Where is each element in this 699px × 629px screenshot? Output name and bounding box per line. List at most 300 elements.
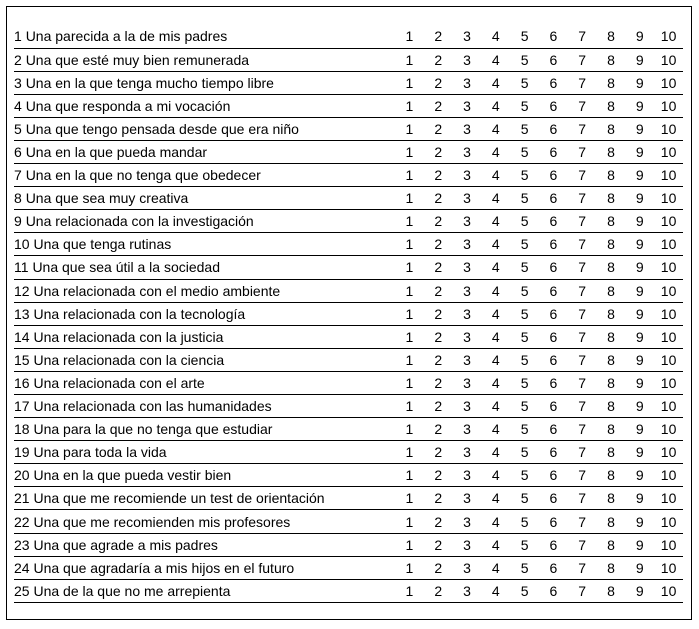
rating-option-9[interactable]: 9 bbox=[635, 51, 644, 68]
rating-option-8[interactable]: 8 bbox=[607, 305, 615, 322]
rating-option-7[interactable]: 7 bbox=[578, 582, 587, 599]
rating-cell bbox=[568, 279, 597, 302]
rating-option-2[interactable]: 2 bbox=[434, 97, 443, 114]
rating-option-3[interactable]: 3 bbox=[463, 559, 471, 576]
rating-option-6[interactable]: 6 bbox=[549, 74, 558, 91]
rating-option-9[interactable]: 9 bbox=[635, 582, 644, 599]
rating-option-9[interactable]: 9 bbox=[635, 351, 644, 368]
rating-option-2[interactable]: 2 bbox=[434, 120, 443, 137]
rating-option-8[interactable]: 8 bbox=[607, 328, 615, 345]
rating-option-9[interactable]: 9 bbox=[635, 282, 644, 299]
question-text: Una que me recomiende un test de orientación bbox=[33, 490, 325, 507]
rating-option-6[interactable]: 6 bbox=[549, 467, 558, 484]
rating-option-3[interactable]: 3 bbox=[463, 28, 471, 45]
rating-option-3[interactable]: 3 bbox=[463, 51, 471, 68]
rating-option-10[interactable]: 10 bbox=[660, 28, 677, 45]
rating-cell bbox=[453, 117, 482, 140]
rating-option-9[interactable]: 9 bbox=[635, 97, 644, 114]
rating-option-7[interactable]: 7 bbox=[578, 213, 587, 230]
rating-option-9[interactable]: 9 bbox=[635, 374, 644, 391]
rating-option-7[interactable]: 7 bbox=[578, 513, 587, 530]
question-label bbox=[14, 279, 395, 302]
rating-option-5[interactable]: 5 bbox=[520, 536, 529, 553]
rating-option-1[interactable]: 1 bbox=[405, 559, 414, 576]
rating-option-3[interactable]: 3 bbox=[463, 374, 471, 391]
rating-option-4[interactable]: 4 bbox=[491, 190, 500, 207]
rating-option-2[interactable]: 2 bbox=[434, 167, 443, 184]
rating-option-7[interactable]: 7 bbox=[578, 97, 587, 114]
rating-option-5[interactable]: 5 bbox=[520, 328, 529, 345]
rating-option-9[interactable]: 9 bbox=[635, 305, 644, 322]
rating-cell bbox=[424, 579, 453, 602]
rating-option-8[interactable]: 8 bbox=[607, 490, 615, 507]
rating-option-8[interactable]: 8 bbox=[607, 236, 615, 253]
rating-option-4[interactable]: 4 bbox=[491, 51, 500, 68]
rating-option-5[interactable]: 5 bbox=[520, 513, 529, 530]
rating-option-5[interactable]: 5 bbox=[520, 559, 529, 576]
rating-cell bbox=[481, 348, 510, 371]
rating-option-8[interactable]: 8 bbox=[607, 51, 615, 68]
rating-option-3[interactable]: 3 bbox=[463, 236, 471, 253]
rating-option-6[interactable]: 6 bbox=[549, 351, 558, 368]
rating-option-10[interactable]: 10 bbox=[660, 536, 677, 553]
rating-option-1[interactable]: 1 bbox=[405, 259, 414, 276]
rating-option-2[interactable]: 2 bbox=[434, 28, 443, 45]
rating-option-9[interactable]: 9 bbox=[635, 259, 644, 276]
question-label bbox=[14, 325, 395, 348]
rating-cell bbox=[597, 302, 626, 325]
rating-option-1[interactable]: 1 bbox=[405, 513, 414, 530]
rating-option-6[interactable]: 6 bbox=[549, 559, 558, 576]
rating-option-8[interactable]: 8 bbox=[607, 144, 615, 161]
rating-option-2[interactable]: 2 bbox=[434, 536, 443, 553]
rating-cell bbox=[424, 510, 453, 533]
rating-option-7[interactable]: 7 bbox=[578, 421, 587, 438]
rating-option-5[interactable]: 5 bbox=[520, 490, 529, 507]
rating-option-1[interactable]: 1 bbox=[405, 444, 414, 461]
rating-option-10[interactable]: 10 bbox=[660, 259, 677, 276]
rating-option-9[interactable]: 9 bbox=[635, 559, 644, 576]
rating-option-7[interactable]: 7 bbox=[578, 467, 587, 484]
rating-option-5[interactable]: 5 bbox=[520, 351, 529, 368]
rating-option-5[interactable]: 5 bbox=[520, 421, 529, 438]
rating-option-5[interactable]: 5 bbox=[520, 167, 529, 184]
rating-option-10[interactable]: 10 bbox=[660, 97, 677, 114]
rating-option-4[interactable]: 4 bbox=[491, 120, 500, 137]
rating-option-5[interactable]: 5 bbox=[520, 282, 529, 299]
rating-option-10[interactable]: 10 bbox=[660, 421, 677, 438]
rating-option-9[interactable]: 9 bbox=[635, 398, 644, 415]
rating-option-1[interactable]: 1 bbox=[405, 351, 414, 368]
rating-option-2[interactable]: 2 bbox=[434, 398, 443, 415]
rating-option-3[interactable]: 3 bbox=[463, 467, 471, 484]
rating-option-10[interactable]: 10 bbox=[660, 328, 677, 345]
rating-option-3[interactable]: 3 bbox=[463, 97, 471, 114]
rating-cell bbox=[654, 164, 683, 187]
rating-option-8[interactable]: 8 bbox=[607, 421, 615, 438]
rating-cell bbox=[654, 510, 683, 533]
rating-option-4[interactable]: 4 bbox=[491, 559, 500, 576]
rating-option-3[interactable]: 3 bbox=[463, 167, 471, 184]
rating-option-6[interactable]: 6 bbox=[549, 328, 558, 345]
rating-option-8[interactable]: 8 bbox=[607, 282, 615, 299]
rating-option-4[interactable]: 4 bbox=[491, 536, 500, 553]
rating-option-6[interactable]: 6 bbox=[549, 28, 558, 45]
rating-option-8[interactable]: 8 bbox=[607, 536, 615, 553]
rating-option-2[interactable]: 2 bbox=[434, 559, 443, 576]
rating-option-5[interactable]: 5 bbox=[520, 374, 529, 391]
rating-option-9[interactable]: 9 bbox=[635, 513, 644, 530]
rating-option-7[interactable]: 7 bbox=[578, 305, 587, 322]
rating-option-1[interactable]: 1 bbox=[405, 282, 414, 299]
rating-option-3[interactable]: 3 bbox=[463, 582, 471, 599]
rating-option-2[interactable]: 2 bbox=[434, 144, 443, 161]
rating-cell bbox=[510, 579, 539, 602]
rating-option-3[interactable]: 3 bbox=[463, 190, 471, 207]
rating-option-1[interactable]: 1 bbox=[405, 236, 414, 253]
rating-option-6[interactable]: 6 bbox=[549, 444, 558, 461]
rating-option-7[interactable]: 7 bbox=[578, 259, 587, 276]
rating-option-10[interactable]: 10 bbox=[660, 559, 677, 576]
rating-option-6[interactable]: 6 bbox=[549, 490, 558, 507]
rating-cell bbox=[395, 533, 424, 556]
rating-option-4[interactable]: 4 bbox=[491, 328, 500, 345]
rating-option-1[interactable]: 1 bbox=[405, 167, 414, 184]
rating-option-6[interactable]: 6 bbox=[549, 582, 558, 599]
rating-option-7[interactable]: 7 bbox=[578, 167, 587, 184]
rating-option-4[interactable]: 4 bbox=[491, 144, 500, 161]
rating-cell bbox=[597, 71, 626, 94]
rating-option-5[interactable]: 5 bbox=[520, 51, 529, 68]
question-row bbox=[14, 371, 683, 394]
rating-option-10[interactable]: 10 bbox=[660, 398, 677, 415]
rating-option-7[interactable]: 7 bbox=[578, 28, 587, 45]
rating-option-1[interactable]: 1 bbox=[405, 582, 414, 599]
rating-option-5[interactable]: 5 bbox=[520, 97, 529, 114]
rating-option-4[interactable]: 4 bbox=[491, 282, 500, 299]
rating-option-5[interactable]: 5 bbox=[520, 444, 529, 461]
rating-option-3[interactable]: 3 bbox=[463, 351, 471, 368]
rating-option-5[interactable]: 5 bbox=[520, 213, 529, 230]
rating-option-8[interactable]: 8 bbox=[607, 559, 615, 576]
rating-option-4[interactable]: 4 bbox=[491, 305, 500, 322]
rating-option-1[interactable]: 1 bbox=[405, 51, 414, 68]
rating-option-4[interactable]: 4 bbox=[491, 351, 500, 368]
rating-cell bbox=[481, 418, 510, 441]
rating-option-10[interactable]: 10 bbox=[660, 51, 677, 68]
rating-option-6[interactable]: 6 bbox=[549, 190, 558, 207]
rating-option-9[interactable]: 9 bbox=[635, 467, 644, 484]
rating-option-2[interactable]: 2 bbox=[434, 490, 443, 507]
rating-option-8[interactable]: 8 bbox=[607, 97, 615, 114]
rating-option-3[interactable]: 3 bbox=[463, 328, 471, 345]
rating-option-6[interactable]: 6 bbox=[549, 282, 558, 299]
rating-option-3[interactable]: 3 bbox=[463, 305, 471, 322]
rating-option-2[interactable]: 2 bbox=[434, 236, 443, 253]
question-text: Una relacionada con la ciencia bbox=[33, 351, 225, 368]
rating-option-9[interactable]: 9 bbox=[635, 213, 644, 230]
rating-option-4[interactable]: 4 bbox=[491, 236, 500, 253]
rating-option-6[interactable]: 6 bbox=[549, 97, 558, 114]
rating-cell bbox=[597, 510, 626, 533]
rating-option-10[interactable]: 10 bbox=[660, 236, 677, 253]
rating-option-2[interactable]: 2 bbox=[434, 374, 443, 391]
rating-option-5[interactable]: 5 bbox=[520, 144, 529, 161]
rating-option-9[interactable]: 9 bbox=[635, 144, 644, 161]
rating-option-7[interactable]: 7 bbox=[578, 190, 587, 207]
rating-option-6[interactable]: 6 bbox=[549, 51, 558, 68]
rating-option-3[interactable]: 3 bbox=[463, 120, 471, 137]
rating-option-8[interactable]: 8 bbox=[607, 213, 615, 230]
rating-option-7[interactable]: 7 bbox=[578, 374, 587, 391]
rating-option-5[interactable]: 5 bbox=[520, 305, 529, 322]
rating-option-1[interactable]: 1 bbox=[405, 467, 414, 484]
rating-cell bbox=[539, 256, 568, 279]
question-label bbox=[14, 94, 395, 117]
rating-cell bbox=[654, 71, 683, 94]
rating-option-9[interactable]: 9 bbox=[635, 328, 644, 345]
rating-cell bbox=[395, 395, 424, 418]
rating-option-5[interactable]: 5 bbox=[520, 74, 529, 91]
rating-cell bbox=[510, 94, 539, 117]
rating-option-2[interactable]: 2 bbox=[434, 582, 443, 599]
rating-option-7[interactable]: 7 bbox=[578, 559, 587, 576]
rating-option-1[interactable]: 1 bbox=[405, 374, 414, 391]
rating-option-8[interactable]: 8 bbox=[607, 467, 615, 484]
rating-option-3[interactable]: 3 bbox=[463, 74, 471, 91]
rating-cell bbox=[597, 464, 626, 487]
question-label bbox=[14, 140, 395, 163]
rating-option-5[interactable]: 5 bbox=[520, 259, 529, 276]
rating-option-1[interactable]: 1 bbox=[405, 97, 414, 114]
rating-option-9[interactable]: 9 bbox=[635, 190, 644, 207]
rating-option-7[interactable]: 7 bbox=[578, 144, 587, 161]
rating-option-2[interactable]: 2 bbox=[434, 421, 443, 438]
rating-cell bbox=[597, 371, 626, 394]
rating-option-2[interactable]: 2 bbox=[434, 51, 443, 68]
rating-option-9[interactable]: 9 bbox=[635, 28, 644, 45]
rating-option-10[interactable]: 10 bbox=[660, 513, 677, 530]
rating-cell bbox=[654, 25, 683, 48]
rating-option-10[interactable]: 10 bbox=[660, 144, 677, 161]
rating-option-6[interactable]: 6 bbox=[549, 167, 558, 184]
rating-option-2[interactable]: 2 bbox=[434, 259, 443, 276]
rating-option-10[interactable]: 10 bbox=[660, 374, 677, 391]
rating-option-3[interactable]: 3 bbox=[463, 259, 471, 276]
rating-option-6[interactable]: 6 bbox=[549, 120, 558, 137]
rating-option-2[interactable]: 2 bbox=[434, 328, 443, 345]
rating-option-5[interactable]: 5 bbox=[520, 236, 529, 253]
rating-option-4[interactable]: 4 bbox=[491, 167, 500, 184]
rating-option-2[interactable]: 2 bbox=[434, 513, 443, 530]
rating-option-2[interactable]: 2 bbox=[434, 282, 443, 299]
rating-option-10[interactable]: 10 bbox=[660, 190, 677, 207]
rating-option-3[interactable]: 3 bbox=[463, 536, 471, 553]
rating-option-10[interactable]: 10 bbox=[660, 351, 677, 368]
rating-cell bbox=[395, 164, 424, 187]
rating-option-9[interactable]: 9 bbox=[635, 167, 644, 184]
rating-option-6[interactable]: 6 bbox=[549, 259, 558, 276]
rating-option-1[interactable]: 1 bbox=[405, 120, 414, 137]
rating-cell bbox=[654, 348, 683, 371]
rating-option-8[interactable]: 8 bbox=[607, 351, 615, 368]
rating-option-10[interactable]: 10 bbox=[660, 490, 677, 507]
rating-option-7[interactable]: 7 bbox=[578, 74, 587, 91]
rating-option-10[interactable]: 10 bbox=[660, 213, 677, 230]
rating-option-8[interactable]: 8 bbox=[607, 374, 615, 391]
rating-option-10[interactable]: 10 bbox=[660, 444, 677, 461]
rating-option-4[interactable]: 4 bbox=[491, 213, 500, 230]
rating-option-5[interactable]: 5 bbox=[520, 28, 529, 45]
rating-cell bbox=[510, 210, 539, 233]
rating-option-1[interactable]: 1 bbox=[405, 536, 414, 553]
question-label bbox=[14, 48, 395, 71]
question-number: 18 bbox=[14, 421, 30, 438]
rating-option-8[interactable]: 8 bbox=[607, 259, 615, 276]
rating-option-5[interactable]: 5 bbox=[520, 398, 529, 415]
rating-option-4[interactable]: 4 bbox=[491, 421, 500, 438]
rating-option-9[interactable]: 9 bbox=[635, 120, 644, 137]
rating-option-4[interactable]: 4 bbox=[491, 513, 500, 530]
rating-option-3[interactable]: 3 bbox=[463, 282, 471, 299]
rating-option-1[interactable]: 1 bbox=[405, 421, 414, 438]
rating-option-2[interactable]: 2 bbox=[434, 74, 443, 91]
rating-option-1[interactable]: 1 bbox=[405, 328, 414, 345]
rating-cell bbox=[597, 94, 626, 117]
rating-option-7[interactable]: 7 bbox=[578, 120, 587, 137]
rating-option-3[interactable]: 3 bbox=[463, 444, 471, 461]
rating-option-6[interactable]: 6 bbox=[549, 536, 558, 553]
rating-option-8[interactable]: 8 bbox=[607, 74, 615, 91]
question-number: 22 bbox=[14, 513, 30, 530]
rating-option-4[interactable]: 4 bbox=[491, 74, 500, 91]
rating-cell bbox=[597, 556, 626, 579]
rating-option-10[interactable]: 10 bbox=[660, 282, 677, 299]
rating-option-7[interactable]: 7 bbox=[578, 236, 587, 253]
rating-option-4[interactable]: 4 bbox=[491, 398, 500, 415]
rating-option-8[interactable]: 8 bbox=[607, 444, 615, 461]
rating-option-4[interactable]: 4 bbox=[491, 582, 500, 599]
rating-option-6[interactable]: 6 bbox=[549, 421, 558, 438]
rating-option-2[interactable]: 2 bbox=[434, 444, 443, 461]
rating-option-6[interactable]: 6 bbox=[549, 398, 558, 415]
rating-option-9[interactable]: 9 bbox=[635, 421, 644, 438]
rating-option-7[interactable]: 7 bbox=[578, 351, 587, 368]
rating-option-8[interactable]: 8 bbox=[607, 190, 615, 207]
rating-option-6[interactable]: 6 bbox=[549, 213, 558, 230]
question-label bbox=[14, 117, 395, 140]
rating-cell bbox=[453, 441, 482, 464]
rating-option-1[interactable]: 1 bbox=[405, 74, 414, 91]
rating-option-7[interactable]: 7 bbox=[578, 536, 587, 553]
rating-option-4[interactable]: 4 bbox=[491, 97, 500, 114]
rating-option-6[interactable]: 6 bbox=[549, 144, 558, 161]
rating-option-7[interactable]: 7 bbox=[578, 282, 587, 299]
rating-option-3[interactable]: 3 bbox=[463, 213, 471, 230]
rating-option-10[interactable]: 10 bbox=[660, 582, 677, 599]
rating-option-10[interactable]: 10 bbox=[660, 305, 677, 322]
rating-option-8[interactable]: 8 bbox=[607, 582, 615, 599]
rating-option-5[interactable]: 5 bbox=[520, 467, 529, 484]
rating-option-7[interactable]: 7 bbox=[578, 490, 587, 507]
rating-option-9[interactable]: 9 bbox=[635, 74, 644, 91]
rating-option-5[interactable]: 5 bbox=[520, 120, 529, 137]
rating-option-9[interactable]: 9 bbox=[635, 490, 644, 507]
rating-option-8[interactable]: 8 bbox=[607, 28, 615, 45]
rating-option-2[interactable]: 2 bbox=[434, 467, 443, 484]
rating-option-7[interactable]: 7 bbox=[578, 398, 587, 415]
rating-option-10[interactable]: 10 bbox=[660, 120, 677, 137]
question-row bbox=[14, 464, 683, 487]
rating-option-1[interactable]: 1 bbox=[405, 190, 414, 207]
rating-option-9[interactable]: 9 bbox=[635, 444, 644, 461]
rating-option-3[interactable]: 3 bbox=[463, 398, 471, 415]
question-label bbox=[14, 187, 395, 210]
rating-option-2[interactable]: 2 bbox=[434, 213, 443, 230]
question-text: Una que sea muy creativa bbox=[25, 190, 189, 207]
rating-option-2[interactable]: 2 bbox=[434, 351, 443, 368]
rating-cell bbox=[568, 395, 597, 418]
rating-cell bbox=[597, 418, 626, 441]
rating-option-6[interactable]: 6 bbox=[549, 305, 558, 322]
rating-option-2[interactable]: 2 bbox=[434, 190, 443, 207]
rating-option-1[interactable]: 1 bbox=[405, 490, 414, 507]
rating-option-6[interactable]: 6 bbox=[549, 236, 558, 253]
rating-option-1[interactable]: 1 bbox=[405, 144, 414, 161]
rating-option-4[interactable]: 4 bbox=[491, 259, 500, 276]
rating-option-4[interactable]: 4 bbox=[491, 28, 500, 45]
rating-option-3[interactable]: 3 bbox=[463, 513, 471, 530]
rating-option-9[interactable]: 9 bbox=[635, 536, 644, 553]
rating-cell bbox=[625, 418, 654, 441]
rating-option-7[interactable]: 7 bbox=[578, 51, 587, 68]
rating-option-3[interactable]: 3 bbox=[463, 144, 471, 161]
rating-option-8[interactable]: 8 bbox=[607, 167, 615, 184]
question-text: Una que agrade a mis padres bbox=[33, 536, 218, 553]
rating-option-4[interactable]: 4 bbox=[491, 490, 500, 507]
rating-option-1[interactable]: 1 bbox=[405, 28, 414, 45]
rating-option-1[interactable]: 1 bbox=[405, 398, 414, 415]
rating-option-3[interactable]: 3 bbox=[463, 421, 471, 438]
rating-cell bbox=[424, 279, 453, 302]
rating-option-10[interactable]: 10 bbox=[660, 167, 677, 184]
rating-option-6[interactable]: 6 bbox=[549, 374, 558, 391]
rating-option-5[interactable]: 5 bbox=[520, 582, 529, 599]
rating-option-5[interactable]: 5 bbox=[520, 190, 529, 207]
rating-option-3[interactable]: 3 bbox=[463, 490, 471, 507]
rating-option-4[interactable]: 4 bbox=[491, 374, 500, 391]
rating-option-7[interactable]: 7 bbox=[578, 328, 587, 345]
rating-option-6[interactable]: 6 bbox=[549, 513, 558, 530]
rating-option-7[interactable]: 7 bbox=[578, 444, 587, 461]
rating-option-10[interactable]: 10 bbox=[660, 467, 677, 484]
rating-option-2[interactable]: 2 bbox=[434, 305, 443, 322]
rating-option-4[interactable]: 4 bbox=[491, 467, 500, 484]
rating-option-8[interactable]: 8 bbox=[607, 120, 615, 137]
rating-cell bbox=[539, 418, 568, 441]
rating-cell bbox=[568, 25, 597, 48]
rating-cell bbox=[481, 48, 510, 71]
rating-option-4[interactable]: 4 bbox=[491, 444, 500, 461]
rating-option-1[interactable]: 1 bbox=[405, 213, 414, 230]
rating-cell bbox=[453, 579, 482, 602]
rating-option-9[interactable]: 9 bbox=[635, 236, 644, 253]
rating-option-8[interactable]: 8 bbox=[607, 398, 615, 415]
rating-option-1[interactable]: 1 bbox=[405, 305, 414, 322]
rating-option-10[interactable]: 10 bbox=[660, 74, 677, 91]
question-text: Una que agradaría a mis hijos en el futuro bbox=[33, 559, 295, 576]
rating-option-8[interactable]: 8 bbox=[607, 513, 615, 530]
